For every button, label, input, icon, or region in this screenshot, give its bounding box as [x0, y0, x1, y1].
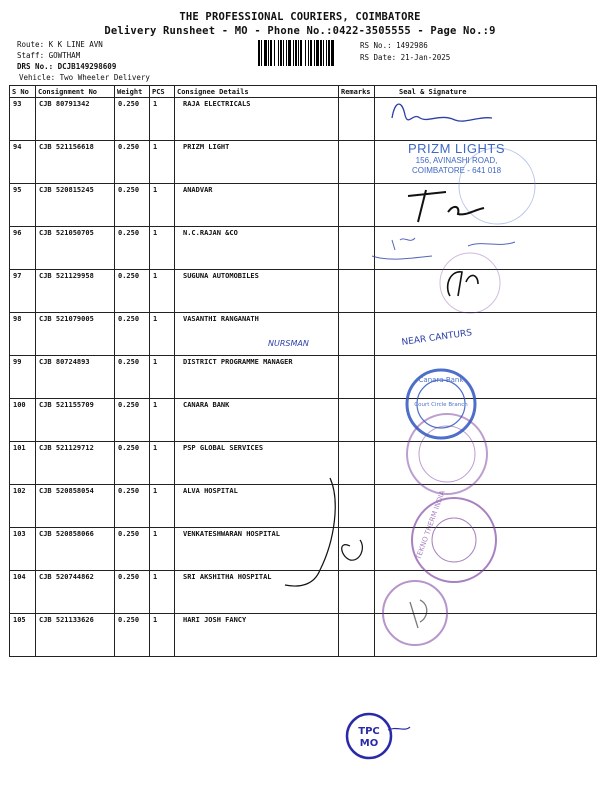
cell-consignment-no: CJB 521156618: [36, 141, 115, 184]
cell-consignee: SUGUNA AUTOMOBILES: [175, 270, 339, 313]
cell-sno: 99: [10, 356, 36, 399]
col-sno-header: S No: [10, 86, 36, 98]
cell-consignment-no: CJB 520858054: [36, 485, 115, 528]
cell-consignment-no: CJB 521129712: [36, 442, 115, 485]
cell-weight: 0.250: [115, 442, 150, 485]
cell-sno: 94: [10, 141, 36, 184]
drs-number: DRS No.: DCJB149298609: [17, 62, 117, 71]
barcode-bar: [278, 40, 279, 66]
cell-signature: [375, 184, 597, 227]
cell-weight: 0.250: [115, 399, 150, 442]
cell-pcs: 1: [150, 270, 175, 313]
cell-remarks: [339, 313, 375, 356]
col-pcs-header: PCS: [150, 86, 175, 98]
svg-text:Canara Bank: Canara Bank: [418, 376, 464, 384]
cell-consignment-no: CJB 520858066: [36, 528, 115, 571]
cell-consignee: VENKATESHWARAN HOSPITAL: [175, 528, 339, 571]
cell-signature: [375, 571, 597, 614]
table-row: [10, 571, 597, 614]
cell-signature: [375, 485, 597, 528]
barcode-bar: [261, 40, 262, 66]
barcode-bar: [314, 40, 315, 66]
barcode-bar: [293, 40, 294, 66]
cell-signature: [375, 528, 597, 571]
table-row: [10, 528, 597, 571]
table-row: [10, 227, 597, 270]
cell-remarks: [339, 270, 375, 313]
barcode-image: [258, 40, 356, 66]
cell-pcs: 1: [150, 227, 175, 270]
cell-pcs: 1: [150, 571, 175, 614]
cell-signature: [375, 614, 597, 657]
cell-pcs: 1: [150, 313, 175, 356]
cell-consignee: HARI JOSH FANCY: [175, 614, 339, 657]
barcode-bar: [286, 40, 287, 66]
cell-consignment-no: CJB 521155709: [36, 399, 115, 442]
handwriting-row-99: NURSMAN: [268, 339, 309, 348]
barcode-bar: [298, 40, 299, 66]
table-row: [10, 313, 597, 356]
barcode-bar: [326, 40, 327, 66]
runsheet-title: THE PROFESSIONAL COURIERS, COIMBATORE: [179, 11, 421, 23]
staff-label: Staff: GOWTHAM: [17, 51, 81, 60]
cell-consignee: DISTRICT PROGRAMME MANAGER: [175, 356, 339, 399]
cell-pcs: 1: [150, 98, 175, 141]
tpc-mo-stamp: [347, 714, 410, 758]
cell-signature: [375, 399, 597, 442]
cell-weight: 0.250: [115, 98, 150, 141]
cell-pcs: 1: [150, 442, 175, 485]
barcode-bar: [331, 40, 334, 66]
svg-text:TPC: TPC: [358, 726, 380, 737]
vehicle-label: Vehicle: Two Wheeler Delivery: [19, 73, 150, 82]
cell-weight: 0.250: [115, 270, 150, 313]
cell-consignment-no: CJB 80791342: [36, 98, 115, 141]
cell-remarks: [339, 485, 375, 528]
cell-consignee: CANARA BANK: [175, 399, 339, 442]
col-weight-header: Weight: [115, 86, 150, 98]
cell-pcs: 1: [150, 528, 175, 571]
cell-remarks: [339, 98, 375, 141]
cell-sno: 97: [10, 270, 36, 313]
col-signature-header: Seal & Signature: [375, 86, 597, 98]
cell-sno: 105: [10, 614, 36, 657]
table-row: [10, 141, 597, 184]
col-consignment-header: Consignment No: [36, 86, 115, 98]
barcode-bar: [268, 40, 269, 66]
cell-pcs: 1: [150, 485, 175, 528]
cell-signature: [375, 442, 597, 485]
cell-consignment-no: CJB 80724893: [36, 356, 115, 399]
cell-remarks: [339, 571, 375, 614]
barcode-bar: [323, 40, 324, 66]
cell-signature: [375, 313, 597, 356]
cell-consignment-no: CJB 520744862: [36, 571, 115, 614]
cell-weight: 0.250: [115, 485, 150, 528]
cell-remarks: [339, 399, 375, 442]
cell-sno: 101: [10, 442, 36, 485]
cell-weight: 0.250: [115, 227, 150, 270]
cell-remarks: [339, 227, 375, 270]
cell-pcs: 1: [150, 141, 175, 184]
cell-consignee: SRI AKSHITHA HOSPITAL: [175, 571, 339, 614]
cell-signature: [375, 270, 597, 313]
prizm-lights-stamp: PRIZM LIGHTS 156, AVINASHI ROAD, COIMBATORE - 641 018: [408, 141, 506, 175]
table-header-row: [10, 86, 597, 98]
svg-text:TEKNO THERM INDIA: TEKNO THERM INDIA: [414, 489, 447, 561]
table-row: [10, 485, 597, 528]
cell-consignee: ALVA HOSPITAL: [175, 485, 339, 528]
cell-signature: [375, 98, 597, 141]
rs-date: RS Date: 21-Jan-2025: [360, 53, 451, 62]
barcode-bar: [283, 40, 284, 66]
cell-sno: 95: [10, 184, 36, 227]
cell-remarks: [339, 528, 375, 571]
table-row: [10, 356, 597, 399]
cell-remarks: [339, 184, 375, 227]
barcode-bar: [270, 40, 272, 66]
cell-pcs: 1: [150, 399, 175, 442]
table-row: [10, 442, 597, 485]
cell-sno: 100: [10, 399, 36, 442]
table-row: [10, 270, 597, 313]
cell-weight: 0.250: [115, 528, 150, 571]
handwriting-row-98: NEAR CANTURS: [401, 328, 473, 348]
cell-weight: 0.250: [115, 313, 150, 356]
cell-weight: 0.250: [115, 184, 150, 227]
cell-remarks: [339, 141, 375, 184]
cell-consignment-no: CJB 521050705: [36, 227, 115, 270]
cell-pcs: 1: [150, 184, 175, 227]
barcode-bar: [295, 40, 297, 66]
cell-remarks: [339, 442, 375, 485]
runsheet-table: [9, 85, 597, 657]
table-row: [10, 399, 597, 442]
cell-weight: 0.250: [115, 614, 150, 657]
barcode-bar: [310, 40, 312, 66]
barcode-bar: [264, 40, 267, 66]
cell-signature: [375, 227, 597, 270]
table-row: [10, 614, 597, 657]
cell-sno: 98: [10, 313, 36, 356]
cell-signature: [375, 356, 597, 399]
cell-sno: 103: [10, 528, 36, 571]
cell-sno: 96: [10, 227, 36, 270]
cell-consignee: N.C.RAJAN &CO: [175, 227, 339, 270]
barcode-bar: [288, 40, 291, 66]
cell-sno: 104: [10, 571, 36, 614]
cell-consignee: ANADVAR: [175, 184, 339, 227]
barcode-bar: [328, 40, 330, 66]
table-row: [10, 98, 597, 141]
cell-weight: 0.250: [115, 141, 150, 184]
cell-remarks: [339, 356, 375, 399]
barcode-bar: [274, 40, 275, 66]
svg-text:MO: MO: [359, 738, 379, 749]
cell-consignee: VASANTHI RANGANATH: [175, 313, 339, 356]
barcode-bar: [258, 40, 260, 66]
cell-consignment-no: CJB 521133626: [36, 614, 115, 657]
svg-text:Court Circle Branch: Court Circle Branch: [414, 402, 468, 408]
cell-consignment-no: CJB 520815245: [36, 184, 115, 227]
cell-sno: 102: [10, 485, 36, 528]
rs-number: RS No.: 1492986: [360, 41, 428, 50]
barcode-bar: [280, 40, 282, 66]
barcode-bar: [300, 40, 302, 66]
cell-consignment-no: CJB 521079005: [36, 313, 115, 356]
col-remarks-header: Remarks: [339, 86, 375, 98]
col-consignee-header: Consignee Details: [175, 86, 339, 98]
cell-remarks: [339, 614, 375, 657]
cell-consignee: PSP GLOBAL SERVICES: [175, 442, 339, 485]
barcode-bar: [316, 40, 319, 66]
cell-sno: 93: [10, 98, 36, 141]
runsheet-subtitle: Delivery Runsheet - MO - Phone No.:0422-3505555 - Page No.:9: [104, 25, 496, 37]
route-label: Route: K K LINE AVN: [17, 40, 103, 49]
barcode-bar: [305, 40, 306, 66]
cell-pcs: 1: [150, 614, 175, 657]
cell-weight: 0.250: [115, 356, 150, 399]
cell-weight: 0.250: [115, 571, 150, 614]
cell-consignment-no: CJB 521129958: [36, 270, 115, 313]
cell-pcs: 1: [150, 356, 175, 399]
barcode-bar: [320, 40, 322, 66]
cell-consignee: RAJA ELECTRICALS: [175, 98, 339, 141]
table-row: [10, 184, 597, 227]
cell-consignee: PRIZM LIGHT: [175, 141, 339, 184]
barcode-bar: [308, 40, 309, 66]
